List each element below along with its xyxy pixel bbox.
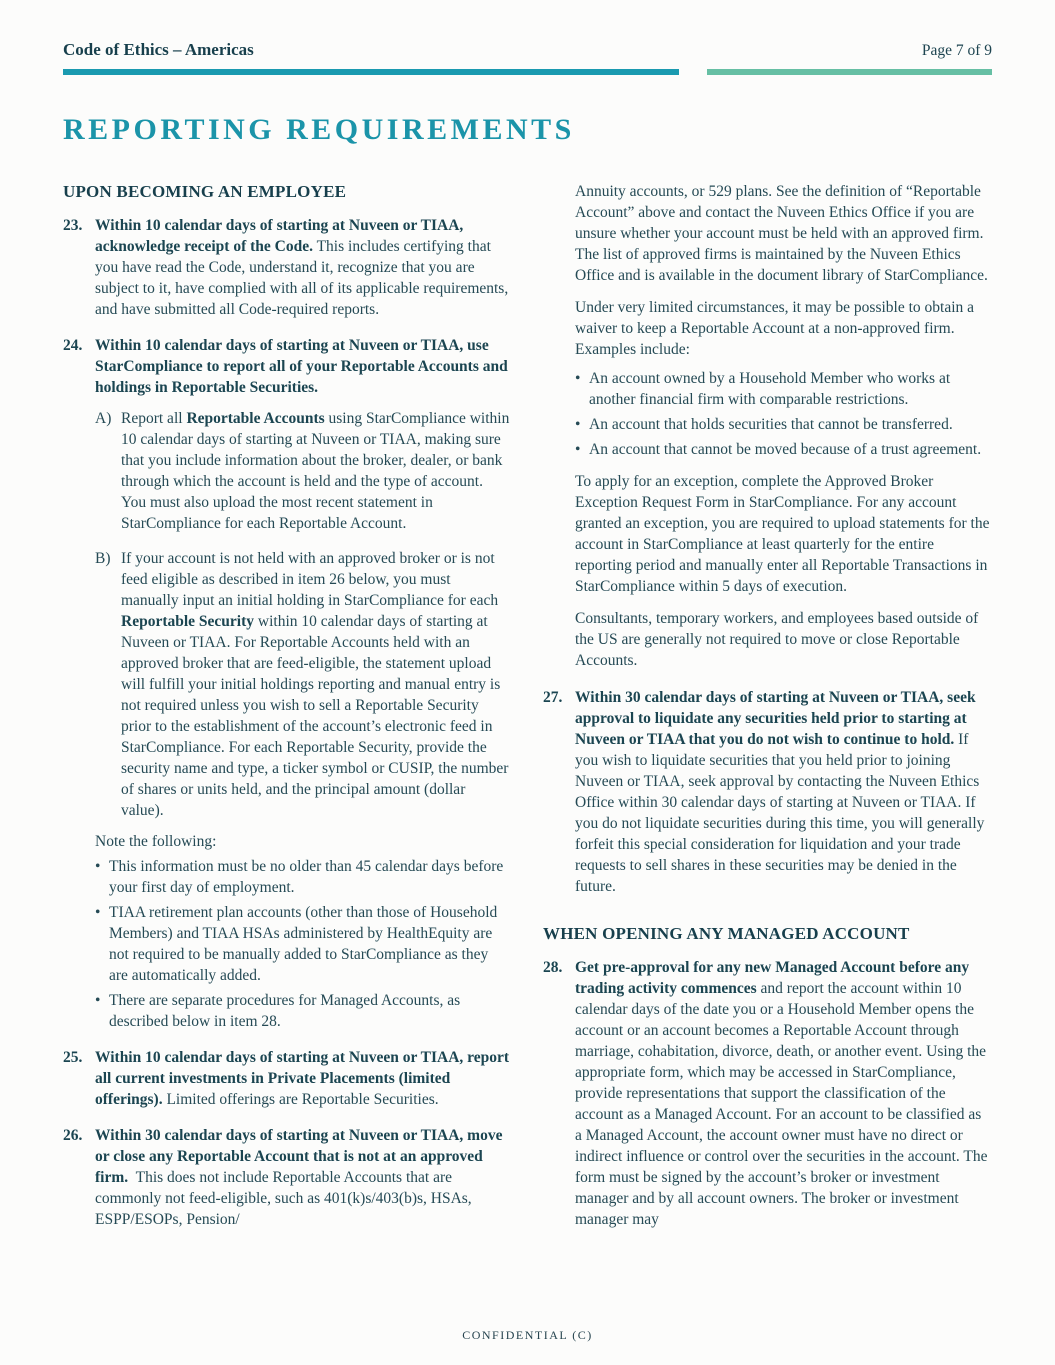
right-column (543, 181, 990, 1245)
bullet-item (575, 439, 990, 460)
continuation-paragraph: Annuity accounts, or 529 plans. See the definition of “Reportable Account” above and contact the Nuveen Ethics Office if you are unsure whether your account must be held with an approved firm. The list of approved firms is maintained by the Nuveen Ethics Office and is available in the document library of StarCompliance. (575, 183, 988, 284)
bullet-icon: • (575, 370, 581, 387)
item-paragraph (95, 1047, 510, 1110)
item-body-text: Limited offerings are Reportable Securities. (166, 1091, 439, 1108)
item-body-text: and report the account within 10 calendar days of the date you or a Household Member opens the account or an account becomes a Reportable Account through marriage, cohabitation, divorce, death, or another event. Using the appropriate form, which may be accessed in StarCompliance, provide representations that support the classification of the account as a Managed Account. For an account to be classified as a Managed Account, the account owner must have no direct or indirect influence or control over the securities in the account. The form must be signed by the account’s broker or investment manager and by all account owners. The broker or investment manager may (575, 980, 988, 1228)
item-bold-lead: Within 10 calendar days of starting at Nuveen or TIAA, report all current investments in Private Placements (limited offerings). (95, 1049, 510, 1108)
page-title: REPORTING REQUIREMENTS (63, 113, 575, 146)
header-rule-teal-segment (63, 69, 679, 75)
list-item-25 (63, 1047, 510, 1110)
left-column (63, 181, 510, 1245)
bullet-text: There are separate procedures for Managed Accounts, as described below in item 28. (109, 992, 461, 1030)
item-body (95, 1047, 510, 1110)
bullet-icon: • (575, 416, 581, 433)
list-item-23 (63, 215, 510, 320)
item-body-text: This includes certifying that you have read the Code, understand it, recognize that you are subject to it, have complied with all of its applicable requirements, and have submitted all Code-required reports. (95, 238, 509, 318)
note-bullet-item (95, 990, 510, 1032)
list-item-28 (543, 957, 990, 1230)
section-heading-managed-account: WHEN OPENING ANY MANAGED ACCOUNT (543, 924, 910, 943)
header-rule-green-segment (707, 69, 992, 75)
sub-item-body (121, 408, 510, 534)
section-heading-upon-becoming-employee: UPON BECOMING AN EMPLOYEE (63, 182, 347, 201)
item-bold-lead: Within 30 calendar days of starting at Nuveen or TIAA, move or close any Reportable Account that is not at an approved firm. (95, 1127, 503, 1186)
item-number: 24. (63, 337, 83, 354)
bullet-text: An account that cannot be moved because of a trust agreement. (589, 441, 982, 458)
item-paragraph (95, 1125, 510, 1230)
item-body (95, 335, 510, 1032)
sub-item-body (121, 548, 510, 821)
sub-item-b (95, 548, 510, 821)
page-header (63, 40, 992, 60)
list-item-26 (63, 1125, 510, 1230)
bullet-icon: • (575, 441, 581, 458)
sub-item-label: B) (95, 550, 111, 567)
sub-item-text: using StarCompliance within 10 calendar days of starting at Nuveen or TIAA, making sure that you include information about the broker, dealer, or bank through which the account is held and the type of account. You must also upload the most recent statement in StarCompliance for each Reportable Account. (121, 410, 510, 532)
item-body (575, 687, 990, 897)
exception-paragraph: To apply for an exception, complete the Approved Broker Exception Request Form in StarCompliance. For any account granted an exception, you are required to upload statements for the account in StarCompliance at least quarterly for the entire reporting period and manually enter all Reportable Transactions in StarCompliance within 5 days of execution. (575, 473, 990, 595)
sub-item-text: If your account is not held with an approved broker or is not feed eligible as described in item 26 below, you must manually input an initial holding in StarCompliance for each (121, 550, 499, 609)
item-body (95, 215, 510, 320)
bullet-icon: • (95, 904, 101, 921)
item-number: 25. (63, 1049, 83, 1066)
sub-item-text: Report all (121, 410, 187, 427)
bullet-text: TIAA retirement plan accounts (other than those of Household Members) and TIAA HSAs administered by HealthEquity are not required to be manually added to StarCompliance as they are automatically added. (109, 904, 498, 984)
note-bullet-item (95, 902, 510, 986)
page-number: Page 7 of 9 (921, 42, 992, 59)
item-body-text: If you wish to liquidate securities that you held prior to joining Nuveen or TIAA, seek approval by contacting the Nuveen Ethics Office within 30 calendar days of starting at Nuveen or TIAA. If you do not liquidate securities during this time, you will generally forfeit this special consideration for liquidation and your trade requests to sell shares in these securities may be denied in the future. (575, 731, 985, 895)
item-number: 28. (543, 959, 563, 976)
header-rule (63, 69, 992, 75)
note-bullet-item (95, 856, 510, 898)
item-number: 27. (543, 689, 563, 706)
sub-item-a (95, 408, 510, 534)
bullet-text: An account that holds securities that cannot be transferred. (589, 416, 953, 433)
sub-item-label: A) (95, 410, 112, 427)
bullet-text: This information must be no older than 45 calendar days before your first day of employment. (109, 858, 504, 896)
two-column-layout (63, 181, 992, 1245)
list-item-27 (543, 687, 990, 897)
item-bold-lead: Within 10 calendar days of starting at Nuveen or TIAA, use StarCompliance to report all of your Reportable Accounts and holdings in Reportable Securities. (95, 337, 508, 396)
item-number: 26. (63, 1127, 83, 1144)
item-bold-lead: Within 10 calendar days of starting at Nuveen or TIAA, acknowledge receipt of the Code. (95, 217, 464, 255)
item-paragraph (95, 215, 510, 320)
sub-item-bold-term: Reportable Security (121, 613, 255, 630)
sub-item-bold-term: Reportable Accounts (186, 410, 325, 427)
header-rule-gap (679, 69, 707, 75)
footer-confidential-label: CONFIDENTIAL (C) (462, 1328, 593, 1342)
item-paragraph (575, 957, 990, 1230)
waiver-examples-list (575, 368, 990, 460)
waiver-paragraph: Under very limited circumstances, it may be possible to obtain a waiver to keep a Reportable Account at a non-approved firm. Examples include: (575, 299, 975, 358)
column-gap (510, 181, 543, 1245)
bullet-icon: • (95, 858, 101, 875)
item-bold-lead: Within 30 calendar days of starting at Nuveen or TIAA, seek approval to liquidate any securities held prior to starting at Nuveen or TIAA that you do not wish to continue to hold. (575, 689, 976, 748)
note-label: Note the following: (95, 833, 217, 850)
item-number: 23. (63, 217, 83, 234)
item-body-text: This does not include Reportable Accounts that are commonly not feed-eligible, such as 401(k)s/403(b)s, HSAs, ESPP/ESOPs, Pension/ (95, 1169, 472, 1228)
item-bold-lead: Get pre-approval for any new Managed Account before any trading activity commences (575, 959, 970, 997)
consultants-paragraph: Consultants, temporary workers, and employees based outside of the US are generally not required to move or close Reportable Accounts. (575, 610, 979, 669)
item-paragraph (575, 687, 990, 897)
bullet-text: An account owned by a Household Member who works at another financial firm with comparable restrictions. (589, 370, 951, 408)
list-item-24 (63, 335, 510, 1032)
sub-item-text: within 10 calendar days of starting at Nuveen or TIAA. For Reportable Accounts held with an approved broker that are feed-eligible, the statement upload will fulfill your initial holdings reporting and manual entry is not required unless you wish to sell a Reportable Security prior to the establishment of the account’s electronic feed in StarCompliance. For each Reportable Security, provide the security name and type, a ticker symbol or CUSIP, the number of shares or units held, and the principal amount (dollar value). (121, 613, 509, 819)
bullet-item (575, 414, 990, 435)
bullet-item (575, 368, 990, 410)
item-body (95, 1125, 510, 1230)
document-title-header: Code of Ethics – Americas (63, 40, 254, 59)
bullet-icon: • (95, 992, 101, 1009)
item-body (575, 957, 990, 1230)
item-paragraph (95, 335, 510, 398)
